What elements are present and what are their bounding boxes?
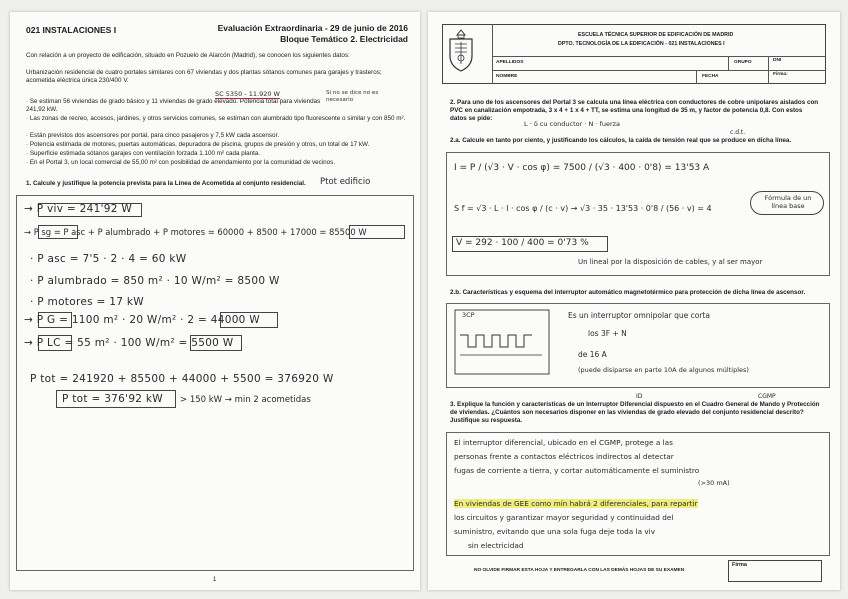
answer-area-3 [446, 432, 830, 556]
q2b-line-4: (puede disiparse en parte 10A de algunos múltiples) [578, 366, 749, 374]
bullet-4: · Potencia estimada de motores, puertas automáticas, depuradora de piscina, grupos de presión y otros, un total de 17 kW. [26, 141, 370, 148]
exam-title: Evaluación Extraordinaria - 29 de junio de 2016 [217, 23, 408, 33]
answer-3-highlight-1: En viviendas de GEE como mín habrá 2 diferenciales, para repartir [454, 499, 698, 508]
margin-note-sc: SC 5350 - 11.920 W [215, 90, 280, 98]
calc-line-voltage-drop: V = 292 · 100 / 400 = 0'73 % [456, 238, 589, 248]
school-name: ESCUELA TÉCNICA SUPERIOR DE EDIFICACIÓN DE MADRID [578, 32, 734, 38]
bullet-1: · Se estiman 56 viviendas de grado básico y 11 viviendas de grado elevado. Potencia total para viviendas 241,92 kW. [26, 98, 321, 113]
answer-3-highlight-3: suministro, evitando que una sola fuga deje toda la viv [454, 527, 656, 536]
label-apellidos: APELLIDOS [496, 60, 524, 65]
exam-title-block [218, 23, 408, 45]
header-row-line-1 [492, 56, 826, 57]
university-crest-icon [446, 28, 476, 74]
intro-text: Con relación a un proyecto de edificación, situado en Pozuelo de Alarcón (Madrid), se conocen los siguientes datos: [26, 52, 350, 59]
q3-note-cgmp: CGMP [758, 393, 776, 400]
footer-reminder: NO OLVIDE FIRMAR ESTA HOJA Y ENTREGARLA CON LAS DEMÁS HOJAS DE SU EXAMEN [474, 568, 685, 573]
bullet-6: · En el Portal 3, un local comercial de 55,00 m² con posibilidad de arrendamiento por la comunidad de vecinos. [26, 159, 336, 166]
answer-3-line-3: fugas de corriente a tierra, y cortar automáticamente el suministro [454, 466, 700, 475]
answer-line-ptot: P tot = 241920 + 85500 + 44000 + 5500 = 376920 W [30, 373, 334, 385]
label-fecha: FECHA [702, 74, 719, 79]
q2a-note: c.d.t. [730, 129, 746, 136]
left-exam-page [10, 12, 420, 590]
answer-line-plc: → P LC = 55 m² · 100 W/m² = 5500 W [24, 337, 234, 349]
label-firma: Firma: [773, 72, 788, 77]
header-divider-dni [768, 56, 769, 84]
answer-line-pviv: → P viv = 241'92 W [24, 203, 133, 215]
department-name: DPTO. TECNOLOGÍA DE LA EDIFICACIÓN - 021 INSTALACIONES I [558, 41, 725, 47]
diagram-label: 3CP [462, 311, 475, 319]
header-divider-crest [492, 24, 493, 84]
course-code: 021 INSTALACIONES I [26, 25, 117, 35]
cloud-note: Fórmula de un línea base [764, 194, 812, 210]
answer-line-acometidas: > 150 kW → min 2 acometidas [180, 395, 311, 405]
calc-line-current: I = P / (√3 · V · cos φ) = 7500 / (√3 · 400 · 0'8) = 13'53 A [454, 163, 710, 173]
answer-line-pg: → P G = 1100 m² · 20 W/m² · 2 = 44000 W [24, 314, 260, 326]
q2b-line-2: los 3F + N [588, 329, 627, 338]
header-divider-grupo [728, 56, 729, 70]
label-nombre: NOMBRE [496, 74, 518, 79]
q2b-line-1: Es un interruptor omnipolar que corta [568, 311, 710, 320]
question-2: 2. Para uno de los ascensores del Portal 3 se calcula una línea eléctrica con conductores de cobre unipolares aislados con PVC en canalización empotrada, 3 x 4 + 1 x 4 + TT, se estima una longitud de 35 m, y factor de potencia 0,8. Con estos datos se pide: [450, 99, 819, 122]
calc-line-note: Un lineal por la disposición de cables, y al ser mayor [578, 258, 763, 266]
answer-line-pmotores: · P motores = 17 kW [30, 296, 144, 308]
question-1: 1. Calcule y justifique la potencia prevista para la Línea de Acometida al conjunto residencial. [26, 180, 306, 187]
answer-line-pasc: · P asc = 7'5 · 2 · 4 = 60 kW [30, 253, 187, 265]
answer-3-highlight-2: los circuitos y garantizar mayor seguridad y continuidad del [454, 513, 674, 522]
q1-note: Ptot edificio [320, 177, 371, 187]
question-3: 3. Explique la función y características de un Interruptor Diferencial dispuesto en el Cuadro General de Mando y Protección de viviendas. ¿Cuántos son necesarios disponer en las viviendas de grado elevado del conjunto residencial descrito? Justifique su respuesta. [450, 401, 820, 424]
answer-3-line-4: (>30 mA) [698, 479, 730, 487]
right-exam-page [428, 12, 840, 590]
q3-note-id: ID [636, 393, 643, 400]
question-2b: 2.b. Características y esquema del interruptor automático magnetotérmico para protección de dicha línea de ascensor. [450, 289, 806, 296]
bullet-3: · Están previstos dos ascensores por portal, para cinco pasajeros y 7,5 kW cada ascensor. [26, 132, 280, 139]
question-2a: 2.a. Calcule en tanto por ciento, y justificando los cálculos, la caída de tensión real que se produce en dicha línea. [450, 137, 792, 144]
page-number: 1 [213, 577, 217, 583]
bullet-2: · Las zonas de recreo, accesos, jardines, y otros servicios comunes, se estiman con alumbrado tipo fluorescente o similar y con 850 m². [26, 115, 406, 122]
answer-3-highlight-4: sin electricidad [468, 541, 524, 550]
answer-line-palumbrado: · P alumbrado = 850 m² · 10 W/m² = 8500 W [30, 275, 280, 287]
label-grupo: GRUPO [734, 60, 752, 65]
header-divider-fecha [696, 70, 697, 84]
q2b-line-3: de 16 A [578, 350, 607, 359]
answer-line-ptot-final: P tot = 376'92 kW [62, 393, 163, 405]
answer-3-line-2: personas frente a contactos eléctricos indirectos al detectar [454, 452, 674, 461]
bullet-5: · Superficie estimada sótanos garajes con ventilación forzada 1.100 m² cada planta. [26, 150, 261, 157]
answer-line-psg: → P sg = P asc + P alumbrado + P motores = 60000 + 8500 + 17000 = 85500 W [24, 227, 367, 237]
label-dni: DNI [773, 58, 782, 63]
margin-note-necessary: Si no se dice no es necesario [326, 90, 379, 103]
calc-line-section: S f = √3 · L · I · cos φ / (c · v) → √3 · 35 · 13'53 · 0'8 / (56 · v) = 4 [454, 204, 712, 213]
data-paragraph: Urbanización residencial de cuatro portales similares con 67 viviendas y dos plantas sótanos comunes para garajes y trasteros; acometida eléctrica única 230/400 V. [26, 69, 382, 84]
q2-note: L · δ cu conductor · N · fuerza [524, 120, 621, 128]
answer-3-line-1: El interruptor diferencial, ubicado en el CGMP, protege a las [454, 438, 673, 447]
signature-label: Firma [732, 562, 747, 568]
exam-subtitle: Bloque Temático 2. Electricidad [280, 34, 408, 44]
header-row-line-2 [492, 70, 826, 71]
